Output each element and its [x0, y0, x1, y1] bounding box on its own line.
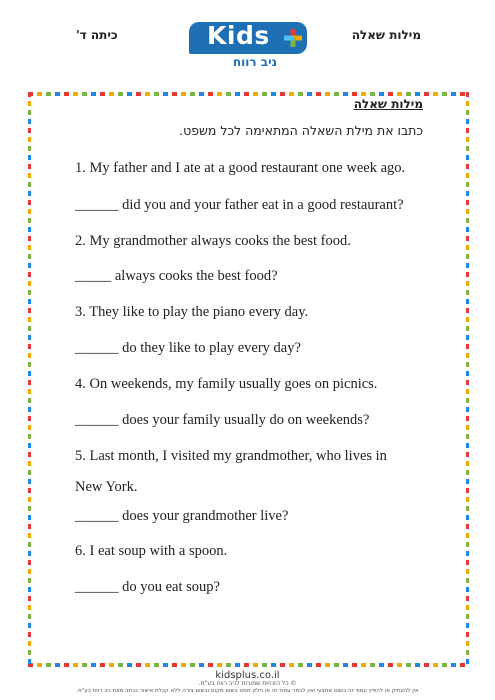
sentence-3: 3. They like to play the piano every day.: [75, 304, 309, 320]
sentence-2: 2. My grandmother always cooks the best food.: [75, 233, 351, 249]
logo-text: Kids: [207, 21, 270, 50]
plus-icon: [284, 29, 302, 47]
sentence-6: 6. I eat soup with a spoon.: [75, 543, 228, 559]
question-3: ______ do they like to play every day?: [75, 340, 301, 356]
logo-subtitle: ניב רווח: [232, 55, 278, 69]
question-4: ______ does your family usually do on weekends?: [75, 412, 370, 428]
sentence-1: 1. My father and I ate at a good restaurant one week ago.: [75, 160, 406, 176]
logo-badge: [189, 22, 307, 54]
question-5: ______ does your grandmother live?: [75, 508, 289, 524]
worksheet-title: מילות שאלה: [353, 97, 423, 111]
question-6: ______ do you eat soup?: [75, 579, 220, 595]
border-right: [466, 92, 469, 667]
footer-url: kidsplus.co.il: [215, 670, 280, 681]
question-2: _____ always cooks the best food?: [75, 268, 278, 284]
question-1: ______ did you and your father eat in a good restaurant?: [75, 197, 404, 213]
sentence-4: 4. On weekends, my family usually goes on picnics.: [75, 376, 378, 392]
grade-label: כיתה ד': [76, 28, 118, 42]
worksheet-topic: מילות שאלה: [351, 28, 421, 42]
sentence-5-continued: New York.: [75, 479, 138, 495]
worksheet-instructions: כתבו את מילת השאלה המתאימה לכל משפט.: [179, 123, 423, 138]
border-top: [28, 92, 469, 96]
sentence-5: 5. Last month, I visited my grandmother, who lives in: [75, 448, 387, 464]
footer-legal-notice: אין להעתיק או להפיץ עמוד זה בשום אמצעי ואין לבמר עמוד זה או חלק ממנו בשום מקום ובשום צורה ללא קבלת אישור בכתב מאת ניב רווח בע"מ.: [76, 688, 419, 694]
border-left: [28, 92, 31, 667]
kids-plus-logo: [185, 22, 315, 72]
border-bottom: [28, 663, 469, 667]
footer-copyright: © כל הזכויות שמורות לניב רווח בע"מ.: [198, 680, 297, 687]
